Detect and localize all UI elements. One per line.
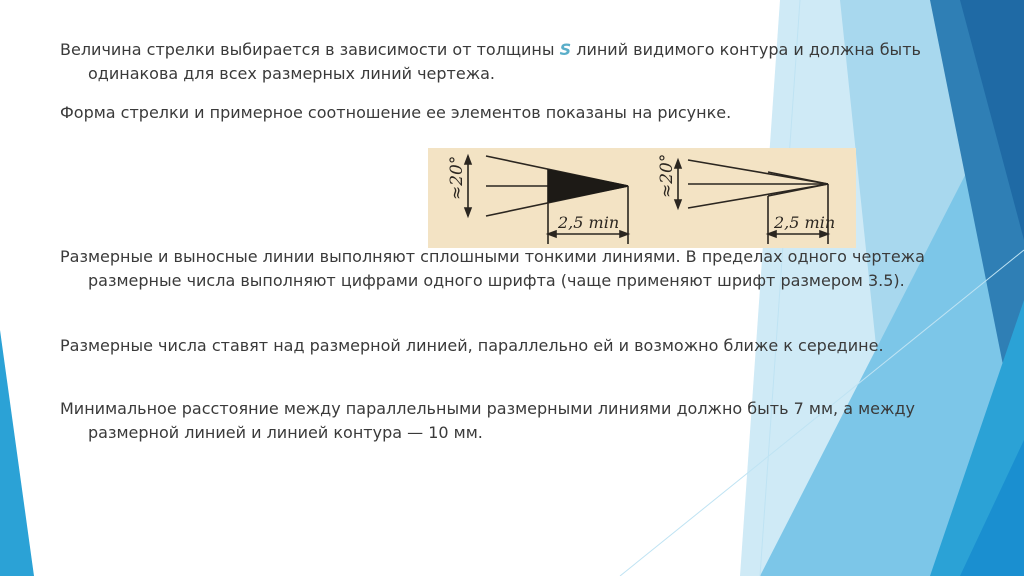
paragraph-arrow-shape: Форма стрелки и примерное соотношение ее элементов показаны на рисунке. <box>60 103 732 122</box>
arrow-figure <box>428 148 856 248</box>
paragraph-dimension-lines: Размерные и выносные линии выполняют сплошными тонкими линиями. В пределах одного чертежа размерные числа выполняют цифрами одного шрифта (чаще применяют шрифт размером 3.5). <box>60 247 925 290</box>
paragraph-dimension-numbers: Размерные числа ставят над размерной линией, параллельно ей и возможно ближе к середине. <box>60 336 884 355</box>
right-length-label: 2,5 min <box>774 213 836 232</box>
paragraph-min-distance: Минимальное расстояние между параллельными размерными линиями должно быть 7 мм, а между размерной линией и линией контура — 10 мм. <box>60 399 915 442</box>
paragraph-arrow-size <box>60 38 930 86</box>
symbol-s: S <box>559 40 572 59</box>
paragraph-text: Величина стрелки выбирается в зависимости от толщины <box>60 40 560 59</box>
right-angle-label: ≈20° <box>657 153 677 198</box>
paragraph-text: линий видимого контура и должна быть одинакова для всех размерных линий чертежа. <box>88 40 921 83</box>
left-length-label: 2,5 min <box>558 213 620 232</box>
left-angle-label: ≈20° <box>447 155 467 200</box>
